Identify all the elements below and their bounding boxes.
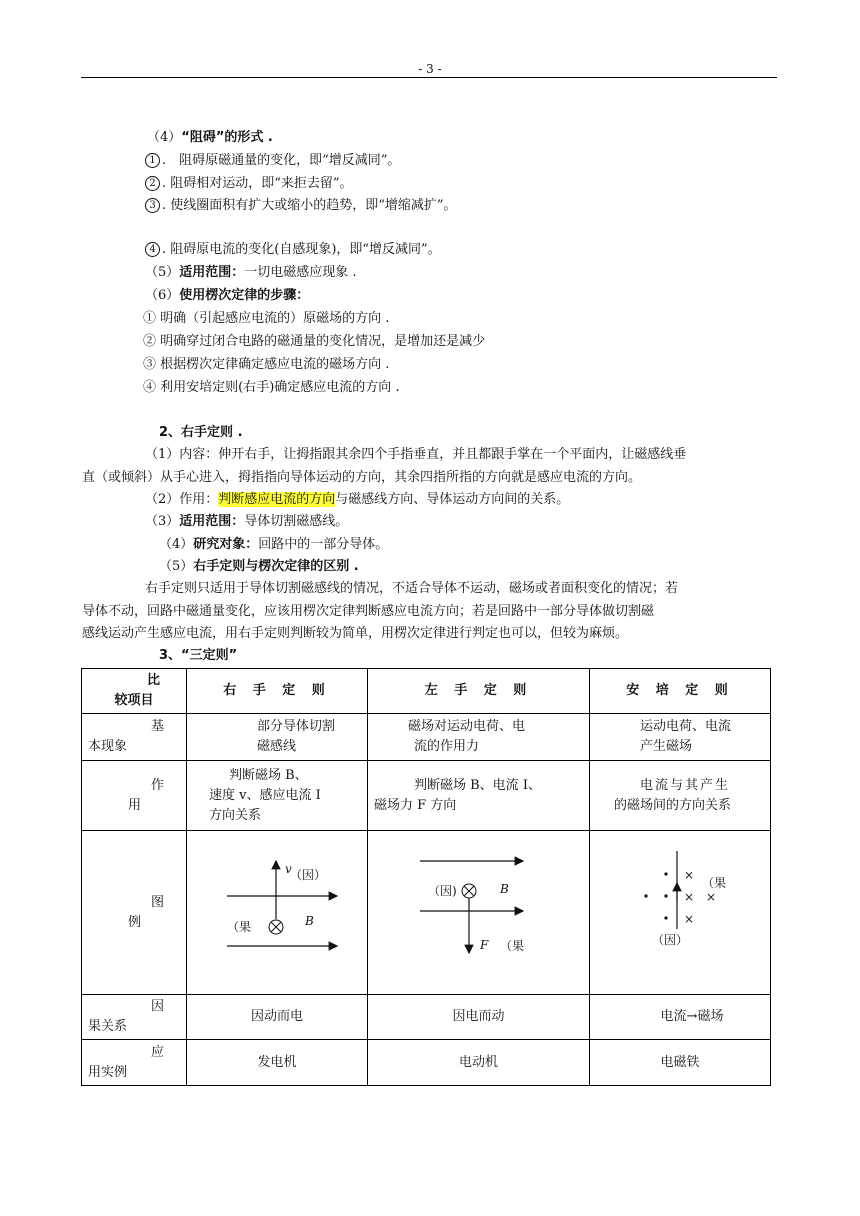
section4-item-4 <box>145 241 441 259</box>
cell-line: 判断磁场 B、 <box>229 767 308 783</box>
section4-heading <box>147 129 273 147</box>
effect-prefix: （2）作用： <box>145 492 219 507</box>
section6-step: ② 明确穿过闭合电路的磁通量的变化情况，是增加还是减少 <box>143 334 486 349</box>
circled-number: 4 <box>145 242 160 257</box>
label-effect: （果 <box>702 876 727 890</box>
section4-item-3 <box>145 197 457 215</box>
section4-number: （4） <box>147 130 182 145</box>
basic-right-cell <box>187 714 368 761</box>
label-cause: （因） <box>290 868 327 882</box>
row-label-line2: 用 <box>128 797 142 813</box>
circled-number: 2 <box>145 176 160 191</box>
cell-line: 部分导体切割 <box>257 719 336 734</box>
row-label-line2: 例 <box>128 914 142 930</box>
table-row <box>82 761 771 831</box>
right-hand-object <box>159 536 388 554</box>
app-ampere-cell: 电磁铁 <box>590 1040 771 1086</box>
table-row <box>82 831 771 995</box>
corner-line2: 较项目 <box>114 693 154 708</box>
section4-item-text: . 阻碍原电流的变化(自感现象)，即“增反减同”。 <box>162 242 441 257</box>
section4-item-text: . 阻碍相对运动，即“来拒去留”。 <box>162 176 353 191</box>
figure-left-hand <box>368 831 590 995</box>
row-label-application <box>82 1040 187 1086</box>
row-label-line2: 果关系 <box>88 1019 128 1034</box>
section4-item-text: . 使线圈面积有扩大或缩小的趋势，即“增缩减扩”。 <box>162 198 457 213</box>
section5-text: 一切电磁感应现象 . <box>244 265 357 280</box>
header-left-hand: 左 手 定 则 <box>368 669 590 714</box>
right-hand-diff-line2: 导体不动，回路中磁通量变化，应该用楞次定律判断感应电流方向；若是回路中一部分导体做切割磁 <box>82 604 655 619</box>
cell-line: 运动电荷、电流 <box>640 719 732 734</box>
row-label-cause <box>82 995 187 1040</box>
cell-line: 判断磁场 B、电流 I、 <box>414 777 541 793</box>
field-out-dots <box>644 872 667 919</box>
cause-right-cell: 因动而电 <box>187 995 368 1040</box>
cell-line: 的磁场间的方向关系 <box>614 797 732 813</box>
table-header-row <box>82 669 771 714</box>
right-hand-content-line1: （1）内容：伸开右手，让拇指跟其余四个手指垂直，并且都跟手掌在一个平面内，让磁感线垂 <box>145 447 687 462</box>
row-label-line1: 因 <box>150 999 164 1014</box>
right-hand-diagram <box>187 831 367 987</box>
cell-line: 流的作用力 <box>414 739 480 754</box>
three-rules-table <box>81 668 771 1086</box>
svg-text:×: × <box>684 890 695 904</box>
label-B: B <box>305 914 314 928</box>
cell-line: 磁场对运动电荷、电 <box>408 719 526 734</box>
row-label-line2: 用实例 <box>88 1064 128 1080</box>
page-number: - 3 - <box>418 62 442 76</box>
table-row <box>82 714 771 761</box>
section6-step: ④ 利用安培定则(右手)确定感应电流的方向 . <box>143 380 400 395</box>
section4-item-2 <box>145 175 353 193</box>
row-label-line1: 应 <box>150 1044 164 1060</box>
cell-line: 电流与其产生 <box>640 777 731 793</box>
label-cause: （因) <box>428 884 457 898</box>
header-ampere: 安 培 定 则 <box>590 669 771 714</box>
right-hand-heading: 2、右手定则 . <box>159 425 243 440</box>
svg-text:×: × <box>684 868 695 882</box>
cell-line: 产生磁场 <box>640 739 693 754</box>
section5-line <box>145 264 357 282</box>
row-label-use <box>82 761 187 831</box>
svg-text:×: × <box>684 912 695 926</box>
section4-item-1 <box>145 152 400 170</box>
label-effect: （果 <box>227 920 252 934</box>
use-right-cell <box>187 761 368 831</box>
object-number: （4） <box>159 537 194 552</box>
figure-right-hand <box>187 831 368 995</box>
svg-text:×: × <box>706 890 717 904</box>
diff-label: 右手定则与楞次定律的区别 . <box>193 559 359 574</box>
section5-number: （5） <box>145 265 180 280</box>
three-rules-heading: 3、“三定则” <box>159 648 238 663</box>
circled-number: 1 <box>145 153 160 168</box>
section6-label: 使用楞次定律的步骤： <box>179 288 310 303</box>
cell-line: 方向关系 <box>209 807 262 823</box>
header-rule <box>81 77 777 78</box>
label-B: B <box>500 882 509 896</box>
right-hand-diff-line1: 右手定则只适用于导体切割磁感线的情况，不适合导体不运动，磁场或者面积变化的情况；若 <box>145 581 679 596</box>
row-label-basic <box>82 714 187 761</box>
row-label-line1: 基 <box>150 719 164 734</box>
diff-number: （5） <box>159 559 194 574</box>
right-hand-diff-line3: 感线运动产生感应电流，用右手定则判断较为简单，用楞次定律进行判定也可以，但较为麻烦。 <box>82 626 629 641</box>
table-row <box>82 1040 771 1086</box>
cell-line: 速度 v、感应电流 I <box>209 787 321 803</box>
scope-label: 适用范围： <box>179 514 245 529</box>
cause-left-cell: 因电而动 <box>368 995 590 1040</box>
section5-label: 适用范围： <box>179 265 245 280</box>
cell-line: 磁场力 F 方向 <box>374 797 457 813</box>
header-right-hand: 右 手 定 则 <box>187 669 368 714</box>
row-label-line1: 作 <box>150 777 164 793</box>
section4-item-text: . 阻碍原磁通量的变化，即“增反减同”。 <box>162 153 401 168</box>
scope-text: 导体切割磁感线。 <box>244 514 349 529</box>
right-hand-content-line2: 直（或倾斜）从手心进入，拇指指向导体运动的方向，其余四指所指的方向就是感应电流的方向。 <box>82 470 642 485</box>
app-left-cell: 电动机 <box>368 1040 590 1086</box>
row-label-line1: 图 <box>150 894 164 910</box>
section6-step: ① 明确（引起感应电流的）原磁场的方向 . <box>143 311 390 326</box>
label-F: F <box>480 938 489 952</box>
right-hand-diff-heading <box>159 558 359 576</box>
section6-step: ③ 根据楞次定律确定感应电流的磁场方向 . <box>143 357 390 372</box>
row-label-line2: 本现象 <box>88 739 128 754</box>
cell-line: 磁感线 <box>257 739 297 754</box>
header-corner <box>82 669 187 714</box>
effect-suffix: 与磁感线方向、导体运动方向间的关系。 <box>335 492 570 507</box>
label-cause: （因） <box>652 933 689 947</box>
cause-ampere-cell: 电流→磁场 <box>590 995 771 1040</box>
app-right-cell: 发电机 <box>187 1040 368 1086</box>
circled-number: 3 <box>145 198 160 213</box>
use-ampere-cell <box>590 761 771 831</box>
label-v: v <box>285 862 292 876</box>
use-left-cell <box>368 761 590 831</box>
left-hand-diagram <box>368 831 588 987</box>
figure-ampere <box>590 831 771 995</box>
table-row <box>82 995 771 1040</box>
label-effect: （果 <box>500 939 525 953</box>
section4-title: “阻碍”的形式 . <box>181 130 273 145</box>
effect-highlight: 判断感应电流的方向 <box>218 492 336 507</box>
right-hand-scope <box>145 513 348 531</box>
right-hand-effect <box>145 491 569 509</box>
object-label: 研究对象： <box>193 537 259 552</box>
basic-left-cell <box>368 714 590 761</box>
corner-line1: 比 <box>146 673 160 688</box>
scope-number: （3） <box>145 514 180 529</box>
basic-ampere-cell <box>590 714 771 761</box>
section6-number: （6） <box>145 288 180 303</box>
ampere-diagram <box>590 831 770 987</box>
row-label-figure <box>82 831 187 995</box>
object-text: 回路中的一部分导体。 <box>258 537 389 552</box>
section6-heading <box>145 287 309 305</box>
